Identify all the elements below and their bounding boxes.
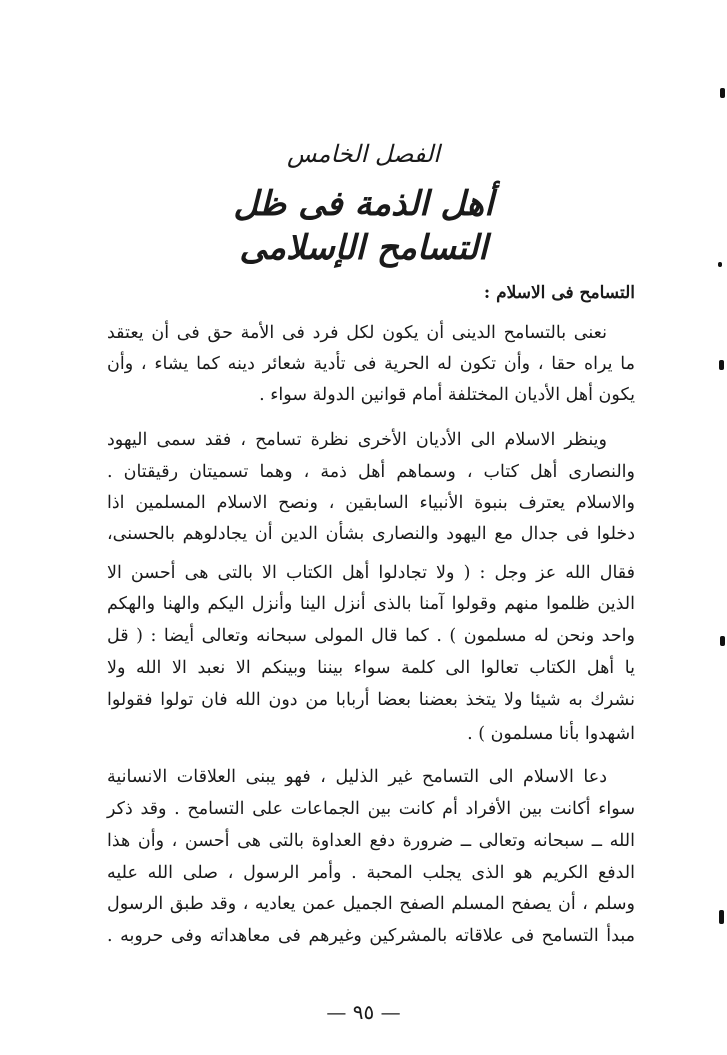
page-number: — ٩٥ — <box>326 1000 401 1024</box>
paragraph-1-line: نعنى بالتسامح الدينى أن يكون لكل فرد فى الأمة حق فى أن يعتقد <box>107 323 607 343</box>
scan-edge-mark <box>719 910 724 924</box>
paragraph-3-line: دعا الاسلام الى التسامح غير الذليل ، فهو يبنى العلاقات الانسانية <box>107 767 607 787</box>
scan-edge-mark <box>720 88 725 98</box>
paragraph-3-line: الله ــ سبحانه وتعالى ــ ضرورة دفع العداوة بالتى هى أحسن ، وأن هذا <box>107 831 635 851</box>
chapter-label: الفصل الخامس <box>287 140 440 168</box>
paragraph-1-line: ما يراه حقا ، وأن تكون له الحرية فى تأدية شعائر دينه كما يشاء ، وأن <box>107 354 635 374</box>
scan-edge-mark <box>718 262 722 267</box>
paragraph-2-line: يا أهل الكتاب تعالوا الى كلمة سواء بيننا وبينكم الا نعبد الا الله ولا <box>107 658 635 678</box>
chapter-title-line-1: أهل الذمة فى ظل <box>233 184 494 224</box>
paragraph-3-line: الدفع الكريم هو الذى يجلب المحبة . وأمر الرسول ، صلى الله عليه <box>107 863 635 883</box>
paragraph-2-line: والاسلام يعترف بنبوة الأنبياء السابقين ، ونصح الاسلام المسلمين اذا <box>107 493 635 513</box>
paragraph-3-line: سواء أكانت بين الأفراد أم كانت بين الجماعات على التسامح . وقد ذكر <box>107 799 635 819</box>
paragraph-2-line: فقال الله عز وجل : ( ولا تجادلوا أهل الكتاب الا بالتى هى أحسن الا <box>107 563 635 583</box>
paragraph-3-line: مبدأ التسامح فى علاقاته بالمشركين وغيرهم فى معاهداته وفى حروبه . <box>107 926 635 946</box>
section-heading: التسامح فى الاسلام : <box>483 283 635 303</box>
scan-edge-mark <box>720 636 725 646</box>
chapter-title-line-2: التسامح الإسلامى <box>239 228 488 268</box>
paragraph-2-line: الذين ظلموا منهم وقولوا آمنا بالذى أنزل الينا وأنزل اليكم والهنا والهكم <box>107 594 635 614</box>
paragraph-2-line: واحد ونحن له مسلمون ) . كما قال المولى سبحانه وتعالى أيضا : ( قل <box>107 626 635 646</box>
paragraph-2-line: نشرك به شيئا ولا يتخذ بعضنا بعضا أربابا من دون الله فان تولوا فقولوا <box>107 690 635 710</box>
paragraph-2-line: دخلوا فى جدال مع اليهود والنصارى بشأن الدين أن يجادلوهم بالحسنى، <box>107 524 635 544</box>
paragraph-2-line: اشهدوا بأنا مسلمون ) . <box>467 724 635 744</box>
paragraph-1-line: يكون أهل الأديان المختلفة أمام قوانين الدولة سواء . <box>259 385 635 405</box>
paragraph-3-line: وسلم ، أن يصفح المسلم الصفح الجميل عمن يعاديه ، وقد طبق الرسول <box>107 894 635 914</box>
paragraph-2-line: والنصارى أهل كتاب ، وسماهم أهل ذمة ، وهما تسميتان رقيقتان . <box>107 462 635 482</box>
paragraph-2-line: وينظر الاسلام الى الأديان الأخرى نظرة تسامح ، فقد سمى اليهود <box>107 430 607 450</box>
scan-edge-mark <box>719 360 724 370</box>
